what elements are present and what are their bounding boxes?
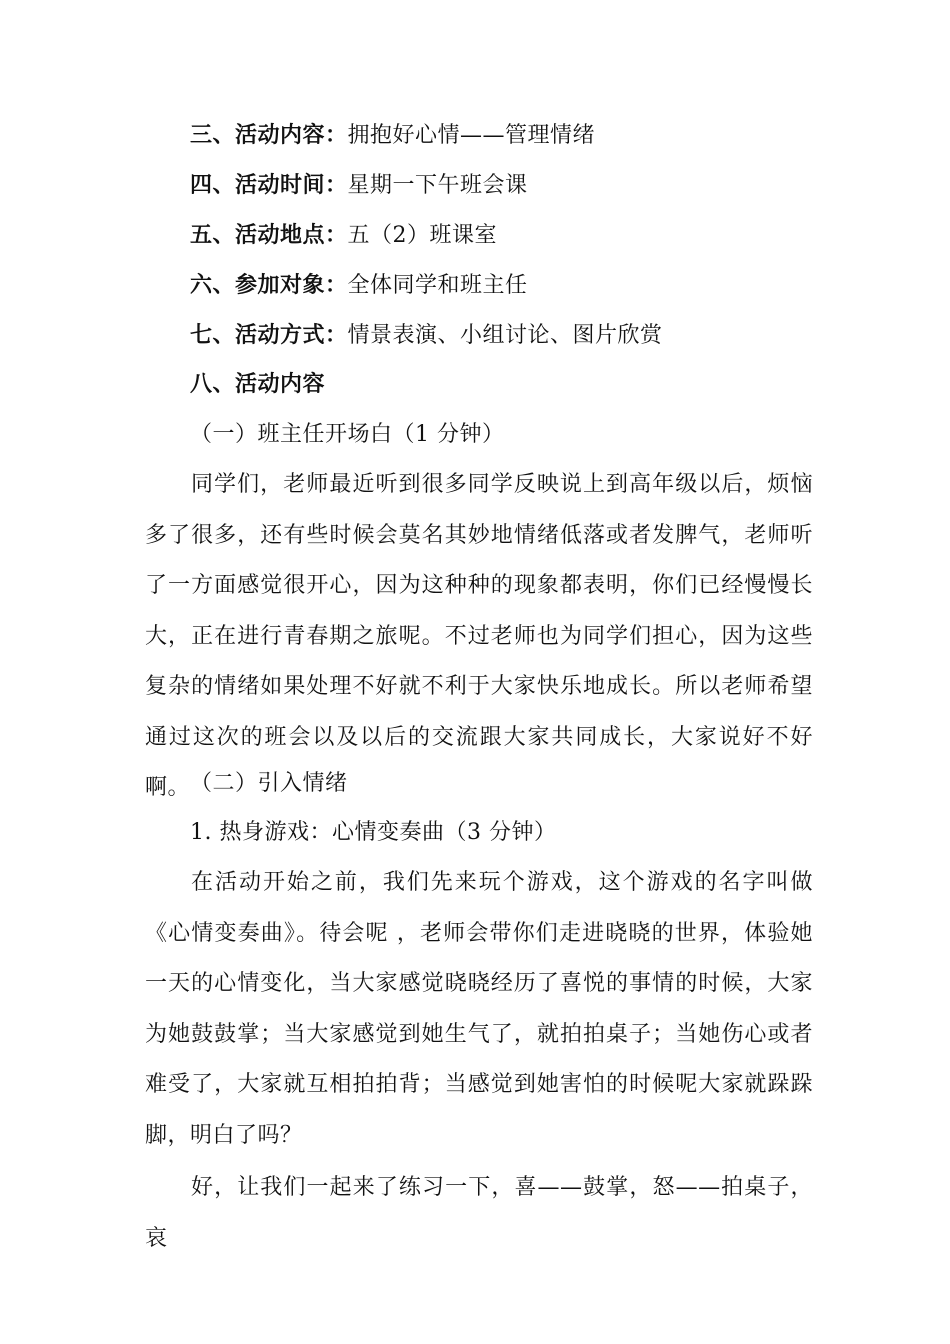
item-label: 五、活动地点：: [190, 223, 348, 248]
section1-heading: （一）班主任开场白（1 分钟）: [190, 422, 505, 447]
item-label: 八、活动内容: [190, 372, 326, 397]
item-activity-method: [190, 321, 663, 351]
item-activity-details: [190, 370, 325, 400]
item-activity-place: [190, 221, 497, 251]
section2-paragraph-1: 在活动开始之前，我们先来玩个游戏，这个游戏的名字叫做《心情变奏曲》。待会呢 ，老师会带你们走进晓晓的世界，体验她一天的心情变化，当大家感觉晓晓经历了喜悦的事情的时候，大家为她鼓鼓掌；当大家感觉到她生气了，就拍拍桌子；当她伤心或者难受了，大家就互相拍拍背；当感觉到她害怕的时候呢大家就跺跺脚，明白了吗？: [145, 870, 813, 1148]
item-participants: [190, 271, 528, 301]
section2-subheading: 1. 热身游戏：心情变奏曲（3 分钟）: [190, 820, 557, 845]
item-value: 星期一下午班会课: [347, 173, 528, 198]
item-label: 四、活动时间：: [190, 173, 348, 198]
item-label: 七、活动方式：: [190, 323, 348, 348]
item-activity-time: [190, 171, 528, 201]
item-value: 五（2）班课室: [347, 223, 498, 248]
item-label: 三、活动内容：: [190, 123, 348, 148]
section2-heading: （二）引入情绪: [190, 771, 348, 796]
item-value: 情景表演、小组讨论、图片欣赏: [347, 323, 663, 348]
item-activity-content: [190, 121, 595, 151]
section2-paragraph-2: 好，让我们一起来了练习一下，喜——鼓掌，怒——拍桌子，哀: [145, 1175, 813, 1251]
item-value: 拥抱好心情——管理情绪: [347, 123, 596, 148]
item-value: 全体同学和班主任: [347, 273, 528, 298]
item-label: 六、参加对象：: [190, 273, 348, 298]
section1-paragraph: 同学们，老师最近听到很多同学反映说上到高年级以后，烦恼多了很多，还有些时候会莫名其妙地情绪低落或者发脾气，老师听了一方面感觉很开心，因为这种种的现象都表明，你们已经慢慢长大，正在进行青春期之旅呢。不过老师也为同学们担心，因为这些复杂的情绪如果处理不好就不利于大家快乐地成长。所以老师希望通过这次的班会以及以后的交流跟大家共同成长，大家说好不好啊。: [145, 472, 813, 800]
